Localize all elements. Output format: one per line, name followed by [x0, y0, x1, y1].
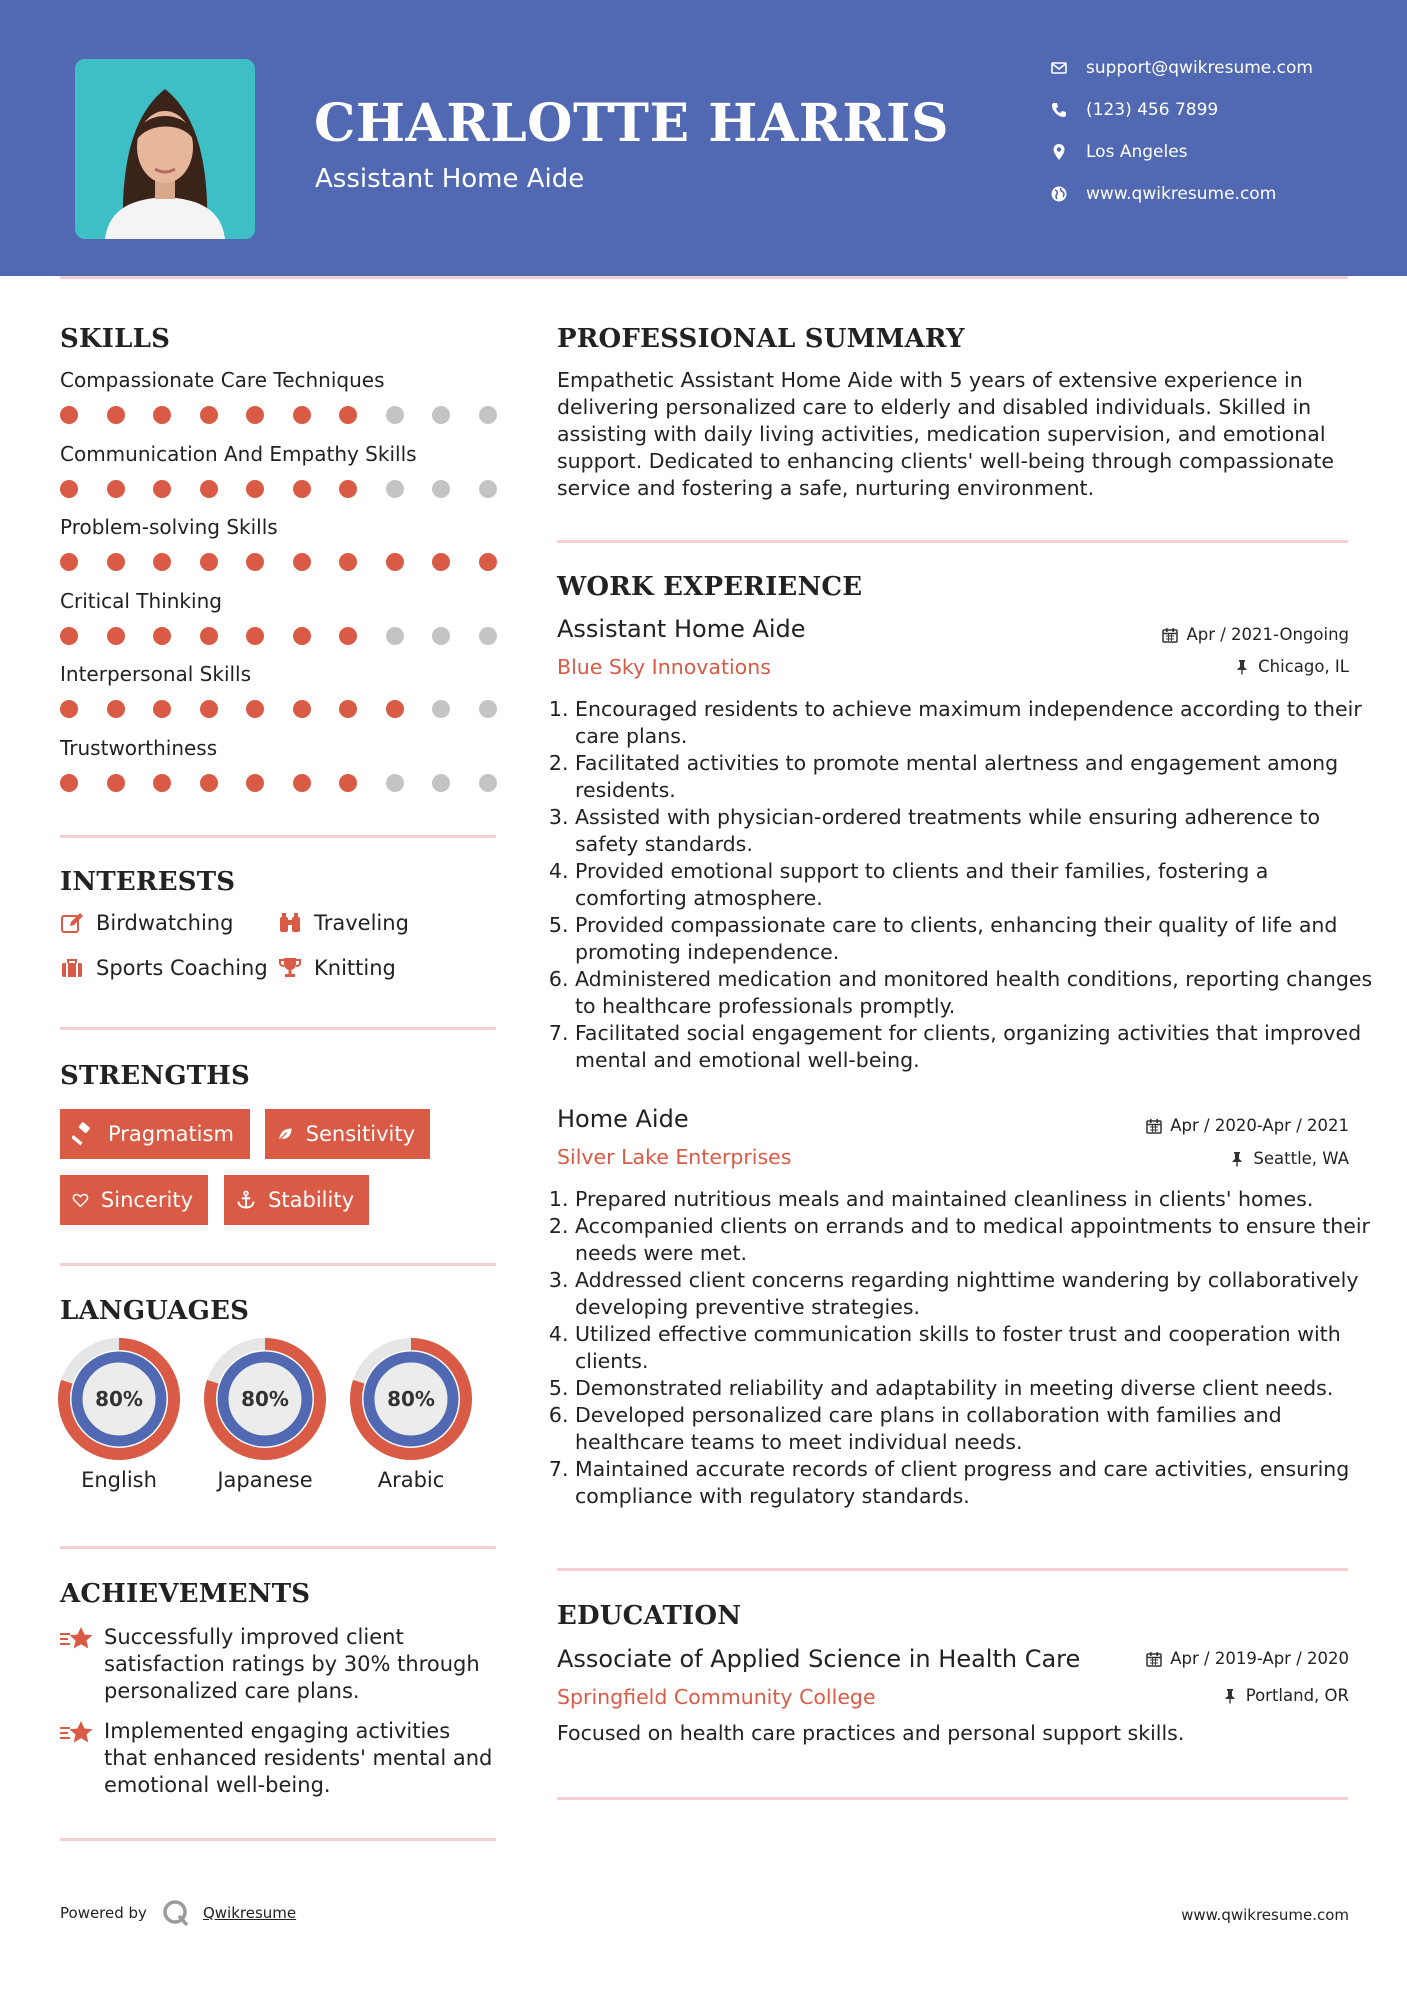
- rating-dot-empty: [432, 700, 450, 718]
- job-location-text: Chicago, IL: [1258, 657, 1349, 676]
- job-bullet: 5. Demonstrated reliability and adaptability in meeting diverse client needs.: [575, 1375, 1375, 1402]
- education-degree: Associate of Applied Science in Health Care: [557, 1645, 1081, 1673]
- achievement-text: Successfully improved client satisfaction ratings by 30% through personalized care plans.: [104, 1625, 480, 1703]
- footer-powered: [60, 1898, 296, 1928]
- strength-tag: [265, 1109, 430, 1159]
- pushpin-icon: [1234, 659, 1250, 675]
- contact-location: [1050, 142, 1188, 162]
- rating-dot-filled: [432, 553, 450, 571]
- language-percent: 80%: [241, 1387, 289, 1411]
- skill-rating: [60, 406, 525, 424]
- job-dates: [1146, 1116, 1349, 1135]
- language-item: [204, 1338, 326, 1492]
- rating-dot-filled: [60, 774, 78, 792]
- rating-dot-empty: [432, 480, 450, 498]
- rating-dot-filled: [339, 553, 357, 571]
- contact-phone[interactable]: [1050, 100, 1218, 120]
- phone-icon: [1050, 101, 1068, 119]
- rating-dot-empty: [432, 406, 450, 424]
- resume-header: [0, 0, 1407, 276]
- rating-dot-filled: [479, 553, 497, 571]
- gavel-icon: [72, 1122, 96, 1146]
- contact-location-text: Los Angeles: [1086, 142, 1188, 162]
- rating-dot-filled: [246, 406, 264, 424]
- job-bullet: 7. Maintained accurate records of client progress and care activities, ensuring compliance with regulatory standards.: [575, 1456, 1375, 1510]
- leaf-icon: [277, 1122, 294, 1146]
- footer-brand-link[interactable]: Qwikresume: [202, 1904, 297, 1922]
- calendar-icon: [1162, 627, 1178, 643]
- rating-dot-filled: [107, 553, 125, 571]
- rating-dot-empty: [386, 406, 404, 424]
- job-dates: [1162, 625, 1349, 644]
- anchor-icon: [236, 1188, 256, 1212]
- strength-tag: [224, 1175, 369, 1225]
- divider: [60, 1027, 496, 1030]
- trophy-icon: [278, 956, 302, 980]
- achievement-text: Implemented engaging activities that enhanced residents' mental and emotional well-being.: [104, 1719, 493, 1797]
- language-ring: [58, 1338, 180, 1460]
- strength-label: Pragmatism: [108, 1122, 234, 1146]
- skills-heading: SKILLS: [60, 324, 171, 354]
- skill-name: Interpersonal Skills: [60, 662, 252, 686]
- rating-dot-filled: [339, 480, 357, 498]
- job-bullet: 4. Provided emotional support to clients and their families, fostering a comforting atmosphere.: [575, 858, 1375, 912]
- languages-heading: LANGUAGES: [60, 1296, 250, 1326]
- rating-dot-filled: [246, 553, 264, 571]
- education-school: Springfield Community College: [557, 1685, 876, 1709]
- contact-website-text[interactable]: www.qwikresume.com: [1086, 184, 1277, 204]
- rating-dot-filled: [153, 774, 171, 792]
- contact-email-text[interactable]: support@qwikresume.com: [1086, 58, 1313, 78]
- language-ring: [350, 1338, 472, 1460]
- interest-label: Birdwatching: [96, 911, 234, 935]
- strengths-heading: STRENGTHS: [60, 1061, 251, 1091]
- skill-name: Communication And Empathy Skills: [60, 441, 417, 466]
- rating-dot-filled: [60, 406, 78, 424]
- star-award-icon: [60, 1626, 94, 1652]
- job-bullet: 1. Encouraged residents to achieve maximum independence according to their care plans.: [575, 696, 1375, 750]
- rating-dot-empty: [479, 700, 497, 718]
- rating-dot-filled: [60, 553, 78, 571]
- language-name: Arabic: [377, 1468, 445, 1492]
- language-name: English: [81, 1468, 157, 1492]
- rating-dot-filled: [200, 700, 218, 718]
- pushpin-icon: [1222, 1688, 1238, 1704]
- skill-name: Critical Thinking: [60, 588, 222, 613]
- achievement-item: [60, 1718, 496, 1799]
- calendar-icon: [1146, 1118, 1162, 1134]
- rating-dot-filled: [246, 774, 264, 792]
- rating-dot-filled: [339, 406, 357, 424]
- rating-dot-filled: [60, 700, 78, 718]
- contact-phone-text[interactable]: (123) 456 7899: [1086, 100, 1219, 120]
- rating-dot-filled: [293, 627, 311, 645]
- briefcase-icon: [60, 956, 84, 980]
- skill-rating: [60, 700, 525, 718]
- job-bullet: 2. Accompanied clients on errands and to medical appointments to ensure their needs were met.: [575, 1213, 1375, 1267]
- rating-dot-empty: [479, 627, 497, 645]
- rating-dot-filled: [386, 700, 404, 718]
- rating-dot-filled: [107, 480, 125, 498]
- pushpin-icon: [1229, 1151, 1245, 1167]
- rating-dot-filled: [246, 627, 264, 645]
- rating-dot-filled: [153, 406, 171, 424]
- star-award-icon: [60, 1720, 94, 1746]
- job-bullet: 7. Facilitated social engagement for clients, organizing activities that improved mental and emotional well-being.: [575, 1020, 1375, 1074]
- rating-dot-filled: [293, 553, 311, 571]
- job-dates-text: Apr / 2021-Ongoing: [1186, 625, 1349, 644]
- job-company: Blue Sky Innovations: [557, 655, 771, 679]
- rating-dot-empty: [386, 627, 404, 645]
- divider: [557, 1797, 1348, 1800]
- strength-tag: [60, 1109, 250, 1159]
- education-location: [1222, 1686, 1349, 1705]
- calendar-icon: [1146, 1651, 1162, 1667]
- divider: [60, 1546, 496, 1549]
- job-bullet: 5. Provided compassionate care to clients, enhancing their quality of life and promoting independence.: [575, 912, 1375, 966]
- education-location-text: Portland, OR: [1245, 1686, 1349, 1705]
- rating-dot-filled: [200, 774, 218, 792]
- heart-icon: [72, 1188, 89, 1212]
- rating-dot-filled: [339, 774, 357, 792]
- rating-dot-filled: [386, 553, 404, 571]
- education-description: Focused on health care practices and personal support skills.: [557, 1721, 1185, 1745]
- rating-dot-filled: [107, 700, 125, 718]
- language-item: [350, 1338, 472, 1492]
- strength-tag: [60, 1175, 208, 1225]
- avatar-illustration: [75, 59, 255, 239]
- globe-icon: [1050, 185, 1068, 203]
- rating-dot-filled: [293, 406, 311, 424]
- rating-dot-empty: [432, 774, 450, 792]
- rating-dot-filled: [107, 627, 125, 645]
- job-bullets: [557, 696, 1375, 1074]
- divider: [60, 1263, 496, 1266]
- rating-dot-filled: [246, 480, 264, 498]
- job-bullet: 3. Addressed client concerns regarding nighttime wandering by collaboratively developing preventive strategies.: [575, 1267, 1375, 1321]
- education-dates-text: Apr / 2019-Apr / 2020: [1170, 1649, 1349, 1668]
- summary-text: Empathetic Assistant Home Aide with 5 years of extensive experience in delivering personalized care to elderly and disabled individuals. Skilled in assisting with daily living activities, medication supervision, and emotional support. Dedicated to enhancing clients' well-being through compassionate service and fostering a safe, nurturing environment.: [557, 368, 1334, 500]
- job-bullet: 6. Administered medication and monitored health conditions, reporting changes to healthcare professionals promptly.: [575, 966, 1375, 1020]
- language-percent: 80%: [95, 1387, 143, 1411]
- interest-label: Sports Coaching: [96, 956, 268, 980]
- strength-label: Stability: [268, 1188, 354, 1212]
- skill-rating: [60, 553, 525, 571]
- rating-dot-filled: [153, 627, 171, 645]
- rating-dot-empty: [386, 480, 404, 498]
- interest-item: [60, 956, 268, 980]
- job-location: [1229, 1149, 1349, 1168]
- rating-dot-filled: [200, 627, 218, 645]
- map-pin-icon: [1050, 143, 1068, 161]
- job-location: [1234, 657, 1349, 676]
- job-bullet: 6. Developed personalized care plans in collaboration with families and healthcare teams to meet individual needs.: [575, 1402, 1375, 1456]
- language-item: [58, 1338, 180, 1492]
- job-dates-text: Apr / 2020-Apr / 2021: [1170, 1116, 1349, 1135]
- job-location-text: Seattle, WA: [1253, 1149, 1349, 1168]
- candidate-title: Assistant Home Aide: [315, 164, 585, 194]
- skill-rating: [60, 774, 525, 792]
- contact-website[interactable]: [1050, 184, 1276, 204]
- rating-dot-filled: [153, 700, 171, 718]
- divider: [60, 835, 496, 838]
- rating-dot-empty: [479, 480, 497, 498]
- rating-dot-empty: [479, 406, 497, 424]
- interest-item: [278, 911, 409, 935]
- summary-heading: PROFESSIONAL SUMMARY: [557, 324, 965, 354]
- header-divider: [60, 276, 1348, 279]
- rating-dot-filled: [339, 627, 357, 645]
- interest-item: [60, 911, 233, 935]
- rating-dot-filled: [107, 774, 125, 792]
- achievements-heading: ACHIEVEMENTS: [60, 1579, 311, 1609]
- job-bullet: 1. Prepared nutritious meals and maintained cleanliness in clients' homes.: [575, 1186, 1375, 1213]
- language-ring: [204, 1338, 326, 1460]
- rating-dot-filled: [60, 627, 78, 645]
- job-role: Home Aide: [557, 1105, 689, 1133]
- rating-dot-filled: [339, 700, 357, 718]
- edit-icon: [60, 911, 84, 935]
- rating-dot-empty: [386, 774, 404, 792]
- rating-dot-filled: [293, 700, 311, 718]
- candidate-name: CHARLOTTE HARRIS: [314, 93, 949, 154]
- footer-url[interactable]: www.qwikresume.com: [1181, 1906, 1349, 1924]
- job-bullet: 2. Facilitated activities to promote mental alertness and engagement among residents.: [575, 750, 1375, 804]
- rating-dot-filled: [293, 774, 311, 792]
- rating-dot-filled: [200, 480, 218, 498]
- strength-label: Sensitivity: [305, 1122, 415, 1146]
- rating-dot-filled: [153, 480, 171, 498]
- language-percent: 80%: [387, 1387, 435, 1411]
- profile-photo: [75, 59, 255, 239]
- skill-rating: [60, 480, 525, 498]
- powered-by-text: Powered by: [60, 1904, 147, 1922]
- envelope-icon: [1050, 59, 1068, 77]
- interest-label: Traveling: [314, 911, 409, 935]
- achievement-item: [60, 1624, 496, 1705]
- education-dates: [1146, 1649, 1349, 1668]
- rating-dot-filled: [246, 700, 264, 718]
- experience-heading: WORK EXPERIENCE: [557, 572, 863, 602]
- rating-dot-filled: [293, 480, 311, 498]
- divider: [557, 1568, 1348, 1571]
- interest-label: Knitting: [314, 956, 396, 980]
- language-name: Japanese: [217, 1468, 313, 1492]
- job-bullets: [557, 1186, 1375, 1510]
- education-heading: EDUCATION: [557, 1601, 742, 1631]
- rating-dot-empty: [432, 627, 450, 645]
- binoculars-icon: [278, 911, 302, 935]
- job-role: Assistant Home Aide: [557, 615, 806, 643]
- job-company: Silver Lake Enterprises: [557, 1145, 792, 1169]
- rating-dot-filled: [200, 553, 218, 571]
- job-bullet: 3. Assisted with physician-ordered treatments while ensuring adherence to safety standards.: [575, 804, 1375, 858]
- contact-email[interactable]: [1050, 58, 1313, 78]
- rating-dot-empty: [479, 774, 497, 792]
- strength-label: Sincerity: [100, 1188, 193, 1212]
- skill-name: Problem-solving Skills: [60, 515, 278, 539]
- rating-dot-filled: [60, 480, 78, 498]
- skill-name: Trustworthiness: [60, 735, 218, 760]
- interest-item: [278, 956, 396, 980]
- interests-heading: INTERESTS: [60, 867, 236, 897]
- divider: [557, 540, 1348, 543]
- skill-rating: [60, 627, 525, 645]
- rating-dot-filled: [107, 406, 125, 424]
- skill-name: Compassionate Care Techniques: [60, 368, 385, 392]
- job-bullet: 4. Utilized effective communication skills to foster trust and cooperation with clients.: [575, 1321, 1375, 1375]
- rating-dot-filled: [200, 406, 218, 424]
- qwikresume-logo-icon: [161, 1898, 191, 1928]
- rating-dot-filled: [153, 553, 171, 571]
- divider: [60, 1838, 496, 1841]
